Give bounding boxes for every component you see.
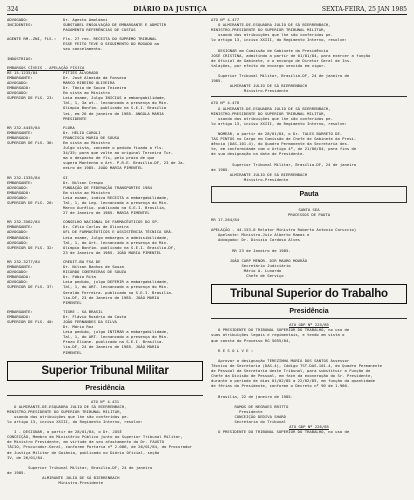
stm-banner: Superior Tribunal Militar [7,361,203,381]
case-labels: RR 232-3562/84 EMBARGANTE: ADVOGADO: EMBARGADO: ADVOGADO: SUPERIOR DE FLS. 32: [7,219,54,250]
case-entry [7,175,203,216]
divider [211,318,407,319]
entry-labels: ADVOGADO: INCIDENTES: [7,17,33,28]
case-text: CONSELHO NACIONAL DE FARMACÊUTICOS DO SP. Dr. Célio Carlos de Oliveira UFL DE FARMACÊUTICOS E ASSISTÊNCIA TÉCNICA GRÁ. Leia exame, Julgo embargos a admissibilidade, Tal, 1, do Art. lecnancado a presença do Min. Olímpio Bonfim. publicado na S.E.I. Brasília-DF, 23 de Janeiro de 1985. JOÃO MARIA PIMENTEL [63,219,176,255]
case-labels: RR 232-1335/84 EMBARGANTE: ADVOGADO: EMBARGADO: ADVOGADO: SUPERIOR DE FLS. 26: [7,174,54,205]
case-text: CREDIT-BA FSA DE Dr. Nilson Banhos de Souza RICARDO CONTREIRAS DE SOUZA Dr. Fábio Rita Leia pedido, julgo DEFERIR a embargabilidade, Tal, 1, do ART. lecnancado a presença do Min. Geraldo Ferreira. publicado na S.E.I. Brasília- lia-DF, 23 de Janeiro de 1985. JOÃO MARIA PIMENTEL [63,258,174,305]
entry-text: Dr. Agesto Amoldani SUBSTABEL ENSOLVAÇÃO DE EMBARGANTE E ADMITIR PAGAMENTO REFERÊNCIAS DE CUSTAS [63,17,167,33]
case-text: SI Dr. Nilson Crespo FUNDAÇÃO DE FEDERAÇÃO TRANSPORTES 1984 Em vista ao Ministro Leia exame, indica RECEITA a embargabilidade, Tal, 1, do Leg. lecnancado a presença do Min. Marco Aurélio. publicado na S.E.I. Brasília, 27 de Janeiro de 1985. MARIA PIMENTEL [63,174,169,216]
page-number: 324 [7,6,19,13]
case-text: FLORA Dr. HÉLIO CAROLI FRANCISCA MARIA DE SOUSA Em vista ao Ministro Julgo vista, concede o pedido fixado a fls. 34/35; para que volte ao original Terceira Tur- ma o despacho de fls, pelo prazo de que supera Mantenha o Art. P.R.E. Brasília-DF, 23 de Ja- neiro de 1985. JOÃO MARIA PIMENTEL [63,124,185,171]
pauta-heading: Pauta [211,186,407,203]
tst-banner: Tribunal Superior do Trabalho [211,284,407,304]
act-number: ATO Nº 4.477 [211,17,240,22]
tst-section-title: Presidência [289,308,329,316]
tst-act-text: O PRESIDENTE DO TRIBUNAL SUPERIOR DO TRABALHO, no uso de [211,429,350,435]
divider [7,395,203,396]
case-labels: RR 232-4445/84 EMBARGANTE: EMBARGADO: SUPERIOR DE FLS. 36: [7,124,54,145]
publication-date: SEXTA-FEIRA, 25 JAN 1985 [321,6,407,13]
stm-act-number: ATO Nº 4.431 [90,398,120,404]
publication-title: DIÁRIO DA JUSTIÇA [133,6,208,13]
act-text: O ALMIRANTE-DE-ESQUADRA JULIO DE SÁ BIERRENBACH, MINISTRO-PRESIDENTE DO SUPERIOR TRIBUNAL MILITAR, usando das atribuições que lhe são conferidas pe- lo artigo 13, inciso XXIII, do Regimento Interno, resolve: NOMEAR, a partir de 28/01/84, o Dr. TALES BARRETO DE- TAS PINTOS no Cargo em Comissão de Chefe de Gabinete da Presi- dência (DAS-101.4), do Quadro Permanente da Secretaria des- te, em conformidade com o Artigo 4º, de 21/06/84, para fins de de sua designação na data de Presidente. Superior Tribunal Militar, Brasília-DF, 24 de janeiro de 1985. ALMIRANTE JULIO DE SÁ BIERRENBACH Ministro-Presidente [211,105,357,182]
pauta-text: RR 17.264/84 APELAÇÃO - 44.153-0 Relator Ministro Roberto Antonio Caruccio) Apelante: Ministro-Juiz Alberto Ramos e Advogado: Dr. Dinizio Cardoso Alves RR 23 de Janeiro de 1985. JOÃO CARP MENOR. DIR MAURO MOURÃO Secretário Judiciário Mário A. Lunardo Chefe de Serviço [211,217,357,279]
act-text: O ALMIRANTE-DE-ESQUADRA JULIO DE SÁ BIERRENBACH, MINISTRO-PRESIDENTE DO SUPERIOR TRIBUNAL MILITAR, usando das atribuições que lhe são conferidas pe- lo artigo 13, inciso XXIII, do Regimento Interno, resolve: DESIGNAR em Comissão de Gabinete da Presidência JOSÉ CRISTINA, admitindo a partir de 01/01/84, para exercer a função de Oficial de Gabinete, e o encargo de Diretor Geral de Ins- talações, por efeito do encargo vencido em vigor. Superior Tribunal Militar, Brasília-DF, 24 de janeiro de 1985. ALMIRANTE JULIO DE SÁ BIERRENBACH Ministro-Presidente [211,22,371,94]
entry-block [7,17,203,32]
entry-text [63,56,203,61]
stm-section-title: Presidência [85,384,125,392]
case-entry [7,70,203,121]
act-number: ATO Nº 4.478 [211,100,240,106]
divider [211,96,407,97]
case-entry [7,125,203,171]
section-subtitle: EMBARGOS CÍVEIS - APELAÇÃO FÍSICA [7,64,85,70]
case-text: PITIÉS ALVORADO Dr. José Almeida da Fonseca MARCO RIBEIRO OLIVEIRA Dr. Tânia de Souza Teixeira Em vista ao Ministro Leia exame, Julgo INICIAS a embargabilidade, Tal, 1, 3a at.. lecnancado a presença do Min. Olímpio Bonfim. publicado na S.E.I. Brasília lei, em 26 de janeiro de 1985. ANGOLA MARIA PRESIDENTE [63,69,169,121]
tst-act-number: ATO GDP Nº 225/85 [289,322,329,328]
stm-act-text: O ALMIRANTE-DE-ESQUADRA JULIO DE SÁ BIERRENBACH, MINISTRO-PRESIDENTE DO SUPERIOR TRIBUNAL MILITAR, usando das atribuições que lhe são conferidas pe- lo artigo 13, inciso XXIII, do Regimento Interno, resolve: I - DESIGNAR, a partir de 28/01/84, o Dr. JOSÉ CONCEIÇÃO, Membro do Ministério Público junto ao Superior Tribunal Militar, de Ministro Presidente, em virtude de seu afastamento do Dr. FAUSTO TÁCIO, Procurador-Geral, conforme Portaria nº 2.086, de 26/01/84, do Procurador de Justiça Militar de Goiânia, publicado no Diário Oficial, seção IV, de 26/01/84. Superior Tribunal Militar, Brasília-DF, 24 de janeiro de 1985. ALMIRANTE JULIO DE SÁ BIERRENBACH Ministro-Presidente [7,403,193,486]
entry-labels: AGENTE RM.-ZNI, FLS.: [7,36,57,42]
case-entry [7,309,203,355]
entry-labels: INDÚSTRIAS: [7,55,33,61]
case-labels: EMBARGANTE: EMBARGADO: SUPERIOR DE FLS. 40: [7,308,54,324]
case-entry [7,219,203,255]
right-column [211,17,407,496]
tst-act-text: O PRESIDENTE DO TRIBUNAL SUPERIOR DO TRABALHO, no uso de suas atribuições legais e regimentais, e tendo em vista o que consta do Processo RG 5055/84, R E S O L V E : Aprovar a designação TEREZINHA MARIA DOS SANTOS Assessor Técnico de Secretaria (DAS-4), Código TST-DAS-101.4, do Quadro Permanente de Pessoal da Secretaria deste Tribunal, para substituir a Função de Chefe da Divisão de Pessoal, em face da exoneração do Sr. Presidente, durante o período de dias 01/02/85 a 22/02/85, em função da quantidade de férias do Presidente, conforme o Decreto nº 90 de 1.960. Brasília, 22 de janeiro de 1985. RAMOS DE NEGRAES BRITTO Presidente CONCEIÇÃO DEDIVA SHARD Secretaria do Tribunal [211,327,382,424]
entry-block [7,36,203,51]
pauta-subheading: SANTA SEA PROCESSOS DE PAUTA [287,206,331,217]
case-labels: RR 232-3277/84 EMBARGANTE: ADVOGADO: EMBARGADO: ADVOGADO: SUPERIOR DE FLS. 37: [7,258,54,290]
entry-text: Fls. 27 rec. RECEITA DO SUPREMO TRIBUNAL ESSE FEITO TEVE O SEGUIMENTO DO ROGADO ao seu cancelamento. [63,36,160,52]
tst-act-number: ATO GDP Nº 226/85 [289,424,329,430]
case-text: TIGRE - SA BRASIL Dr. Flávio Rosário da Costa JOÃO FERNANDES DA SILVA Dr. Mário Roz Leia pedido, julgo INTIMAR a embargabilidade, Tal, 1, do ART. lecnancado a presença do Min. Prazo Eliane. publicado na S.E.I. Brasília- lia-DF, 24 de Janeiro de 1985. JOÃO MARIA PIMENTEL [63,308,169,355]
left-column [7,17,203,496]
entry-block [7,56,203,61]
case-labels: RE 15.1235/84 EMBARGANTE: ADVOGADO: EMBARGADO: ADVOGADO: SUPERIOR DE FLS. 23: [7,69,54,101]
page-header [7,4,407,15]
case-entry [7,259,203,305]
